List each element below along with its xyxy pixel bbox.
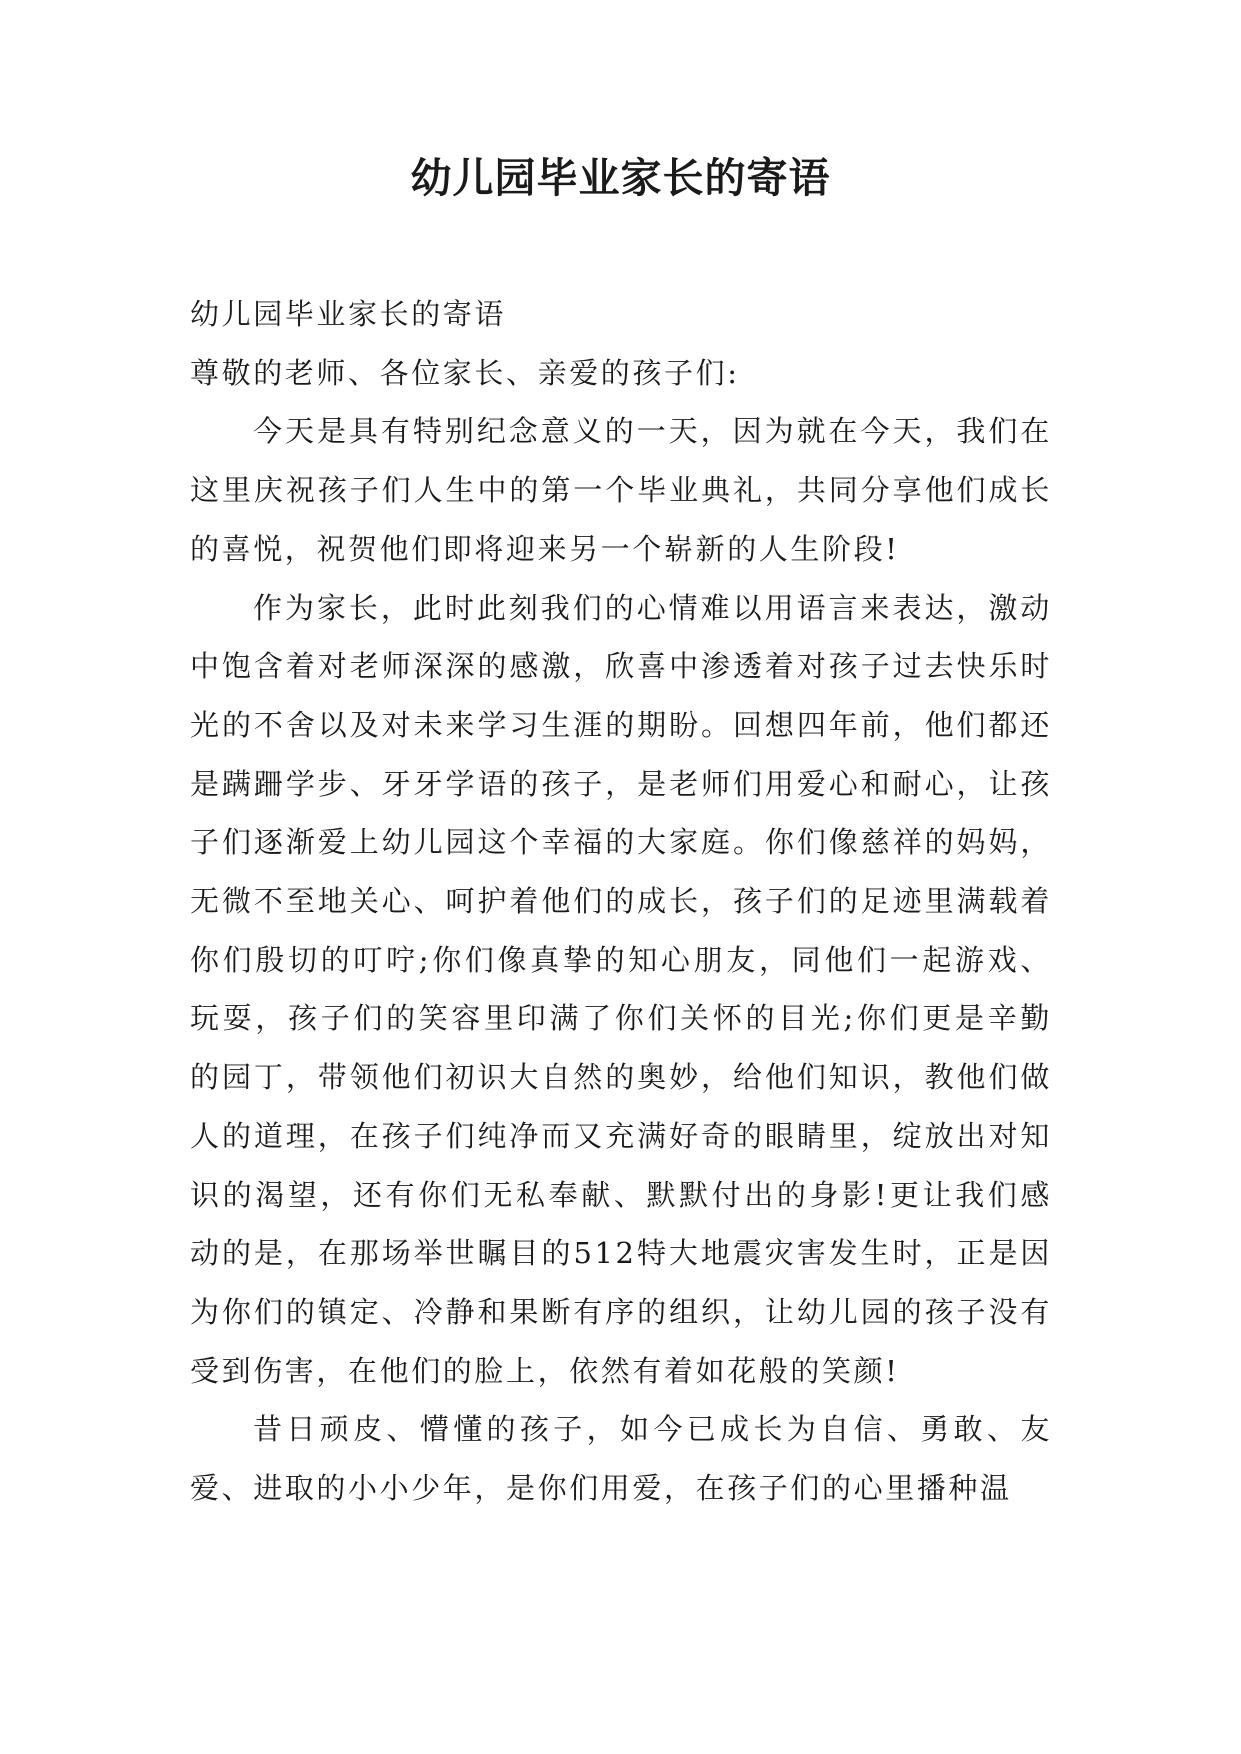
paragraph: 作为家长，此时此刻我们的心情难以用语言来表达，激动中饱含着对老师深深的感激，欣喜中渗透着对孩子过去快乐时光的不舍以及对未来学习生涯的期盼。回想四年前，他们都还是蹒跚学步、牙牙学语的孩子，是老师们用爱心和耐心，让孩子们逐渐爱上幼儿园这个幸福的大家庭。你们像慈祥的妈妈，无微不至地关心、呵护着他们的成长，孩子们的足迹里满载着你们殷切的叮咛;你们像真挚的知心朋友，同他们一起游戏、玩耍，孩子们的笑容里印满了你们关怀的目光;你们更是辛勤的园丁，带领他们初识大自然的奥妙，给他们知识，教他们做人的道理，在孩子们纯净而又充满好奇的眼睛里，绽放出对知识的渴望，还有你们无私奉献、默默付出的身影!更让我们感动的是，在那场举世瞩目的512特大地震灾害发生时，正是因为你们的镇定、冷静和果断有序的组织，让幼儿园的孩子没有受到伤害，在他们的脸上，依然有着如花般的笑颜! bbox=[190, 590, 1052, 1388]
paragraph: 昔日顽皮、懵懂的孩子，如今已成长为自信、勇敢、友爱、进取的小小少年，是你们用爱，在孩子们的心里播种温 bbox=[190, 1412, 1052, 1506]
paragraph: 今天是具有特别纪念意义的一天，因为就在今天，我们在这里庆祝孩子们人生中的第一个毕业典礼，共同分享他们成长的喜悦，祝贺他们即将迎来另一个崭新的人生阶段! bbox=[190, 414, 1052, 566]
document-title: 幼儿园毕业家长的寄语 bbox=[410, 154, 831, 202]
document-body bbox=[190, 285, 1052, 1518]
document-subtitle: 幼儿园毕业家长的寄语 bbox=[190, 297, 507, 331]
salutation: 尊敬的老师、各位家长、亲爱的孩子们: bbox=[190, 355, 740, 390]
